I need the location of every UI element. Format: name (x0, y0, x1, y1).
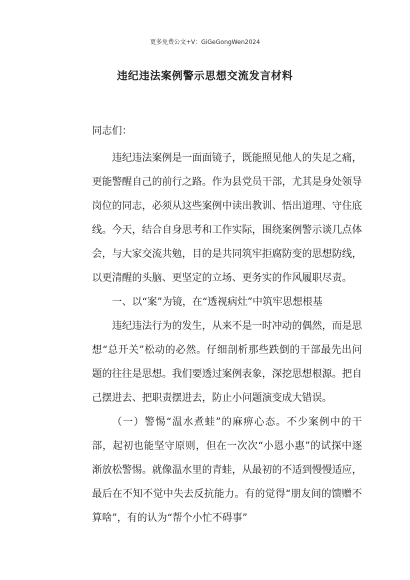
header-note: 更多免费公文+V：GiGeGongWen2024 (149, 39, 261, 46)
paragraph-intro: 违纪违法案例是一面面镜子，既能照见他人的失足之痛，更能警醒自己的前行之路。作为县党员干部，尤其是身处领导岗位的同志，必须从这些案例中读出教训、悟出道理、守住底线。今天，结合自身思考和工作实际，围绕案例警示谈几点体会，与大家交流共勉，目的是共同筑牢拒腐防变的思想防线，以更清醒的头脑、更坚定的立场、更务实的作风履职尽责。 (92, 153, 362, 284)
subsection-1: （一）警惕“温水煮蛙”的麻痹心态。不少案例中的干部，起初也能坚守原则，但在一次次“小恩小惠”的试探中逐渐放松警惕。就像温水里的青蛙，从最初的不适到慢慢适应，最后在不知不觉中失去反抗能力。有的觉得“朋友间的馈赠不算啥”，有的认为“帮个小忙不碍事” (92, 417, 362, 524)
document-title: 违纪违法案例警示思想交流发言材料 (117, 70, 293, 82)
section-heading-1: 一、以“案”为镜，在“透视病灶”中筑牢思想根基 (112, 297, 323, 308)
greeting: 同志们： (92, 126, 132, 137)
document-body (92, 120, 362, 531)
paragraph-section-1: 违纪违法行为的发生，从来不是一时冲动的偶然，而是思想“总开关”松动的必然。仔细剖析那些跌倒的干部最先出问题的往往是思想。我们要透过案例表象，深挖思想根源。把自己摆进去、把职责摆进去，防止小问题演变成大错误。 (92, 321, 362, 404)
